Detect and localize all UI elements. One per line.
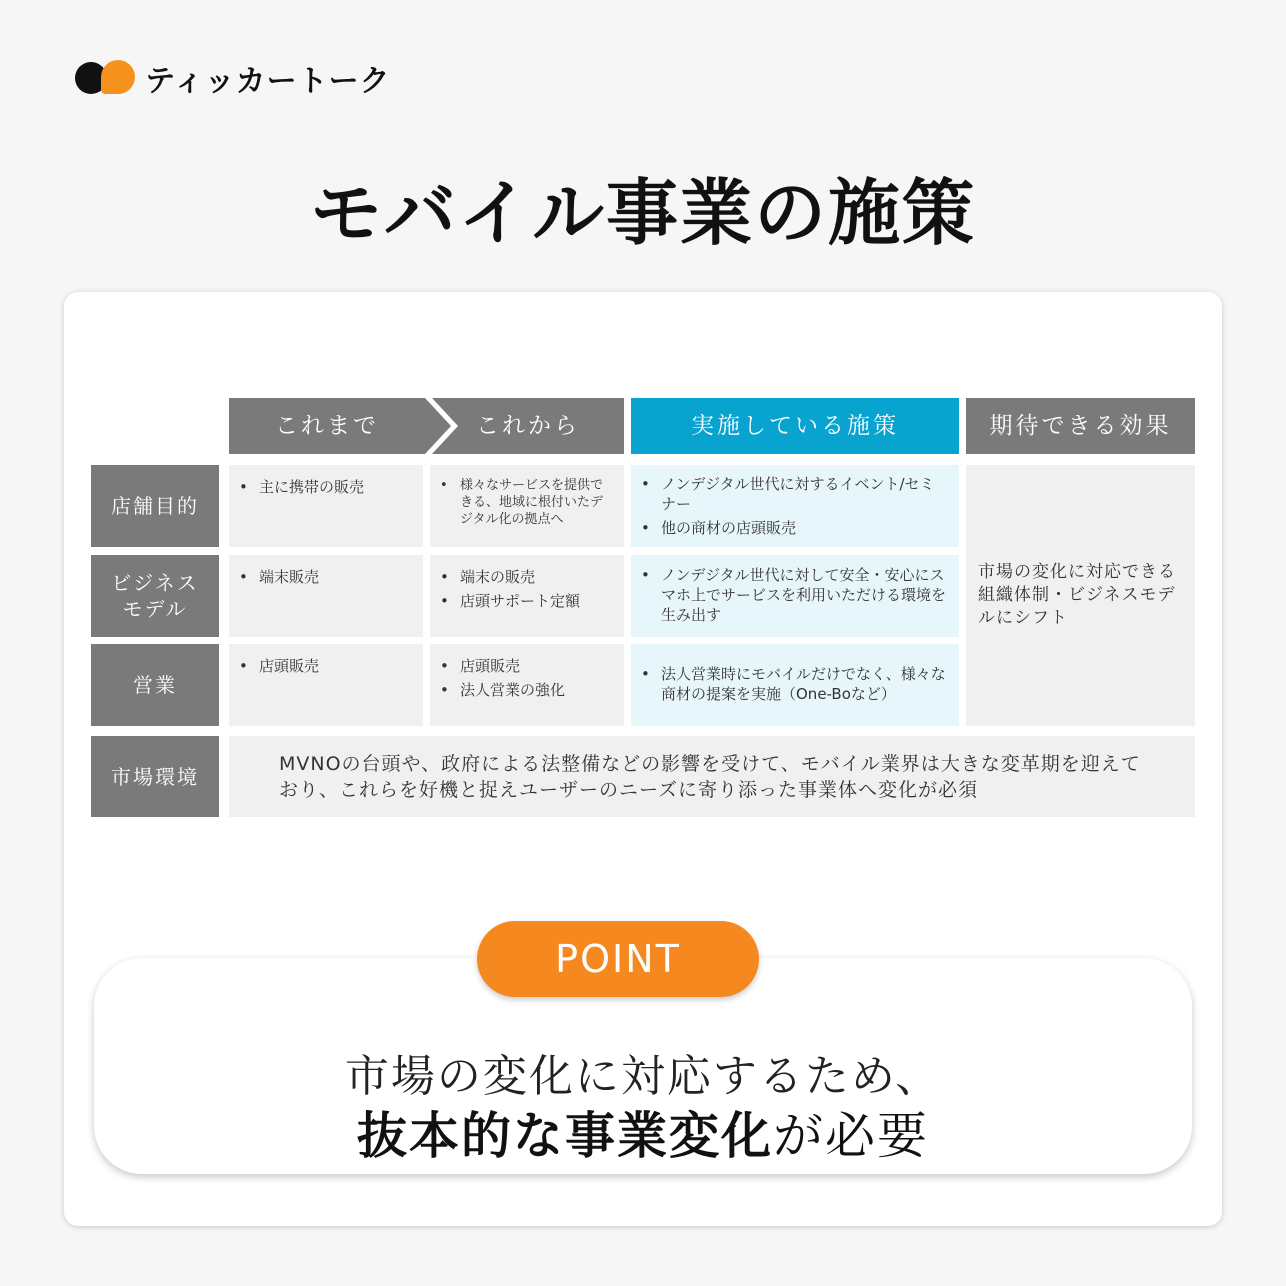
- row-label-business-model: ビジネスモデル: [91, 555, 219, 637]
- cell-before-business-model: [229, 555, 423, 637]
- point-line-1: 市場の変化に対応するため、: [344, 1051, 942, 1102]
- logo-orange-bubble: [101, 60, 135, 94]
- expected-effect-cell: 市場の変化に対応できる組織体制・ビジネスモデルにシフト: [966, 465, 1195, 726]
- cell-measures-store-purpose: [631, 465, 959, 547]
- row-label-sales: 営業: [91, 644, 219, 726]
- list-item: • 法人営業の強化: [440, 680, 614, 700]
- brand-name: ティッカートーク: [145, 64, 391, 99]
- list-item: • 店頭販売: [440, 656, 614, 676]
- list-item: • ノンデジタル世代に対して安全・安心にスマホ上でサービスを利用いただける環境を生み出す: [641, 565, 949, 625]
- logo-mark-icon: [75, 58, 137, 98]
- point-line-2: [0, 1096, 1286, 1168]
- row-label-store-purpose: 店舗目的: [91, 465, 219, 547]
- market-environment-cell: [229, 736, 1195, 817]
- list-item: • 法人営業時にモバイルだけでなく、様々な商材の提案を実施（One-Boなど）: [641, 664, 949, 704]
- list-item: • 端末の販売: [440, 567, 614, 587]
- brand-logo: [75, 58, 391, 98]
- list-item: • 様々なサービスを提供できる、地域に根付いたデジタル化の拠点へ: [440, 477, 614, 528]
- cell-before-store-purpose: [229, 465, 423, 547]
- list-item: • ノンデジタル世代に対するイベント/セミナー: [641, 474, 949, 514]
- header-effect: 期待できる効果: [966, 398, 1195, 454]
- list-item: • 他の商材の店頭販売: [641, 518, 949, 538]
- row-label-market: 市場環境: [91, 736, 219, 817]
- list-item: • 店頭サポート定額: [440, 591, 614, 611]
- list-item: • 主に携帯の販売: [239, 477, 413, 497]
- cell-after-business-model: [430, 555, 624, 637]
- cell-measures-business-model: [631, 555, 959, 637]
- cell-measures-sales: [631, 644, 959, 726]
- cell-after-sales: [430, 644, 624, 726]
- point-emphasis: 抜本的な事業変化: [357, 1107, 773, 1165]
- header-before: これまで: [275, 413, 379, 439]
- cell-after-store-purpose: [430, 465, 624, 547]
- point-line-2-rest: が必要: [773, 1107, 929, 1165]
- header-measures: 実施している施策: [631, 398, 959, 454]
- market-text: MVNOの台頭や、政府による法整備などの影響を受けて、モバイル業界は大きな変革期を迎えており、これらを好機と捉えユーザーのニーズに寄り添った事業体へ変化が必須: [279, 752, 1141, 801]
- cell-before-sales: [229, 644, 423, 726]
- point-badge: POINT: [477, 921, 759, 997]
- page-title: モバイル事業の施策: [309, 171, 976, 255]
- header-after: これから: [476, 413, 580, 439]
- list-item: • 店頭販売: [239, 656, 413, 676]
- list-item: • 端末販売: [239, 567, 413, 587]
